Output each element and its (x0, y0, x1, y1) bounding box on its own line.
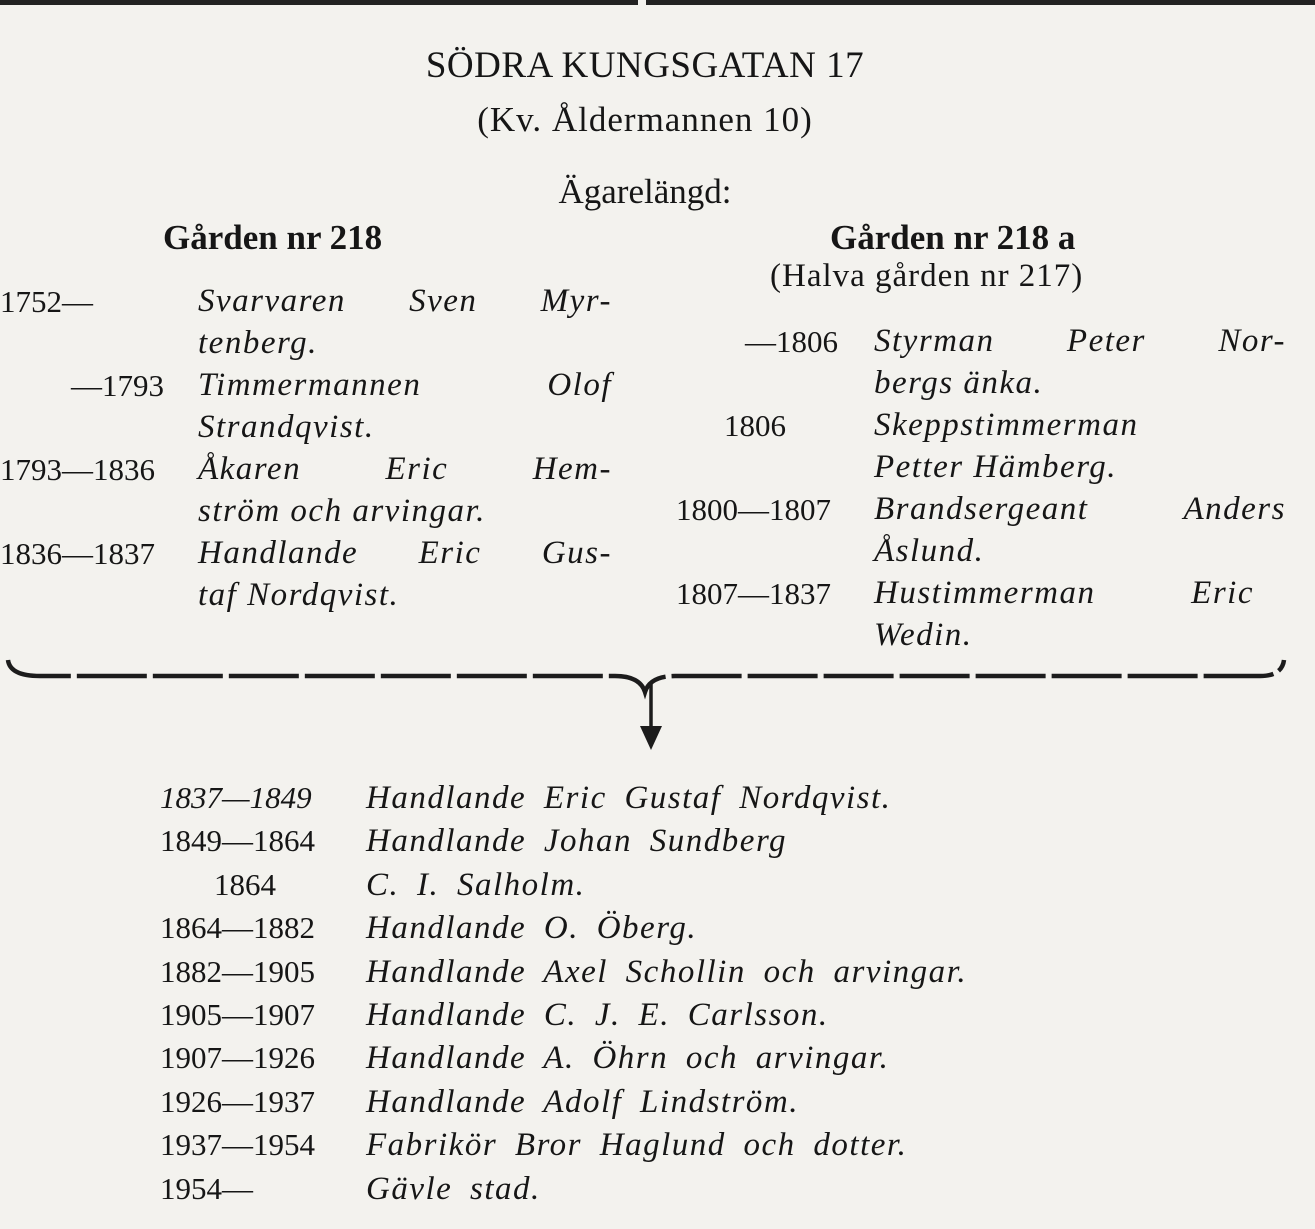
section-heading: Ägarelängd: (558, 172, 732, 211)
page-title: SÖDRA KUNGSGATAN 17 (425, 45, 865, 86)
list-item: 1937—1954 Fabrikör Bror Haglund och dotter. (160, 1127, 908, 1164)
right-owner-3: Brandsergeant Anders Åslund. (874, 491, 1286, 569)
list-item: 1837—1849 Handlande Eric Gustaf Nordqvist. (160, 780, 892, 816)
top-rule-gap (638, 0, 646, 6)
left-column-title: Gården nr 218 (163, 218, 383, 257)
left-year-3: 1793—1836 (0, 452, 155, 487)
list-item: 1864 C. I. Salholm. (214, 866, 586, 903)
down-arrow-icon (640, 726, 662, 750)
left-owner-2: Timmermannen Olof Strandqvist. (198, 367, 612, 445)
list-item: 1905—1907 Handlande C. J. E. Carlsson. (160, 996, 829, 1033)
list-item: 1849—1864 Handlande Johan Sundberg (160, 823, 788, 860)
right-year-1: —1806 (745, 324, 838, 359)
right-column-subtitle: (Halva gården nr 217) (770, 258, 1084, 294)
left-owner-1: Svarvaren Sven Myr- tenberg. (198, 283, 612, 361)
right-year-4: 1807—1837 (676, 576, 831, 611)
left-year-1: 1752— (0, 284, 93, 319)
left-year-4: 1836—1837 (0, 536, 155, 571)
right-year-2: 1806 (724, 408, 786, 443)
list-item: 1926—1937 Handlande Adolf Lindström. (160, 1083, 800, 1120)
left-year-2: —1793 (71, 368, 164, 403)
list-item: 1864—1882 Handlande O. Öberg. (160, 910, 698, 947)
left-owner-3: Åkaren Eric Hem- ström och arvingar. (198, 451, 612, 529)
right-owner-4: Hustimmerman Eric Wedin. (874, 575, 1254, 653)
list-item: 1907—1926 Handlande A. Öhrn och arvingar. (160, 1040, 890, 1077)
right-year-3: 1800—1807 (676, 492, 831, 527)
left-owner-4: Handlande Eric Gus- taf Nordqvist. (198, 535, 612, 613)
top-rule (0, 0, 1315, 5)
right-owner-1: Styrman Peter Nor- bergs änka. (874, 323, 1286, 401)
right-owner-2: Skeppstimmerman Petter Hämberg. (874, 407, 1139, 485)
merged-owner-list (160, 780, 1160, 1214)
list-item: 1882—1905 Handlande Axel Schollin och arvingar. (160, 953, 968, 990)
right-column-title: Gården nr 218 a (830, 218, 1076, 257)
list-item: 1954— Gävle stad. (160, 1170, 541, 1207)
merge-brace (0, 650, 1315, 760)
page-subtitle: (Kv. Åldermannen 10) (477, 100, 813, 139)
